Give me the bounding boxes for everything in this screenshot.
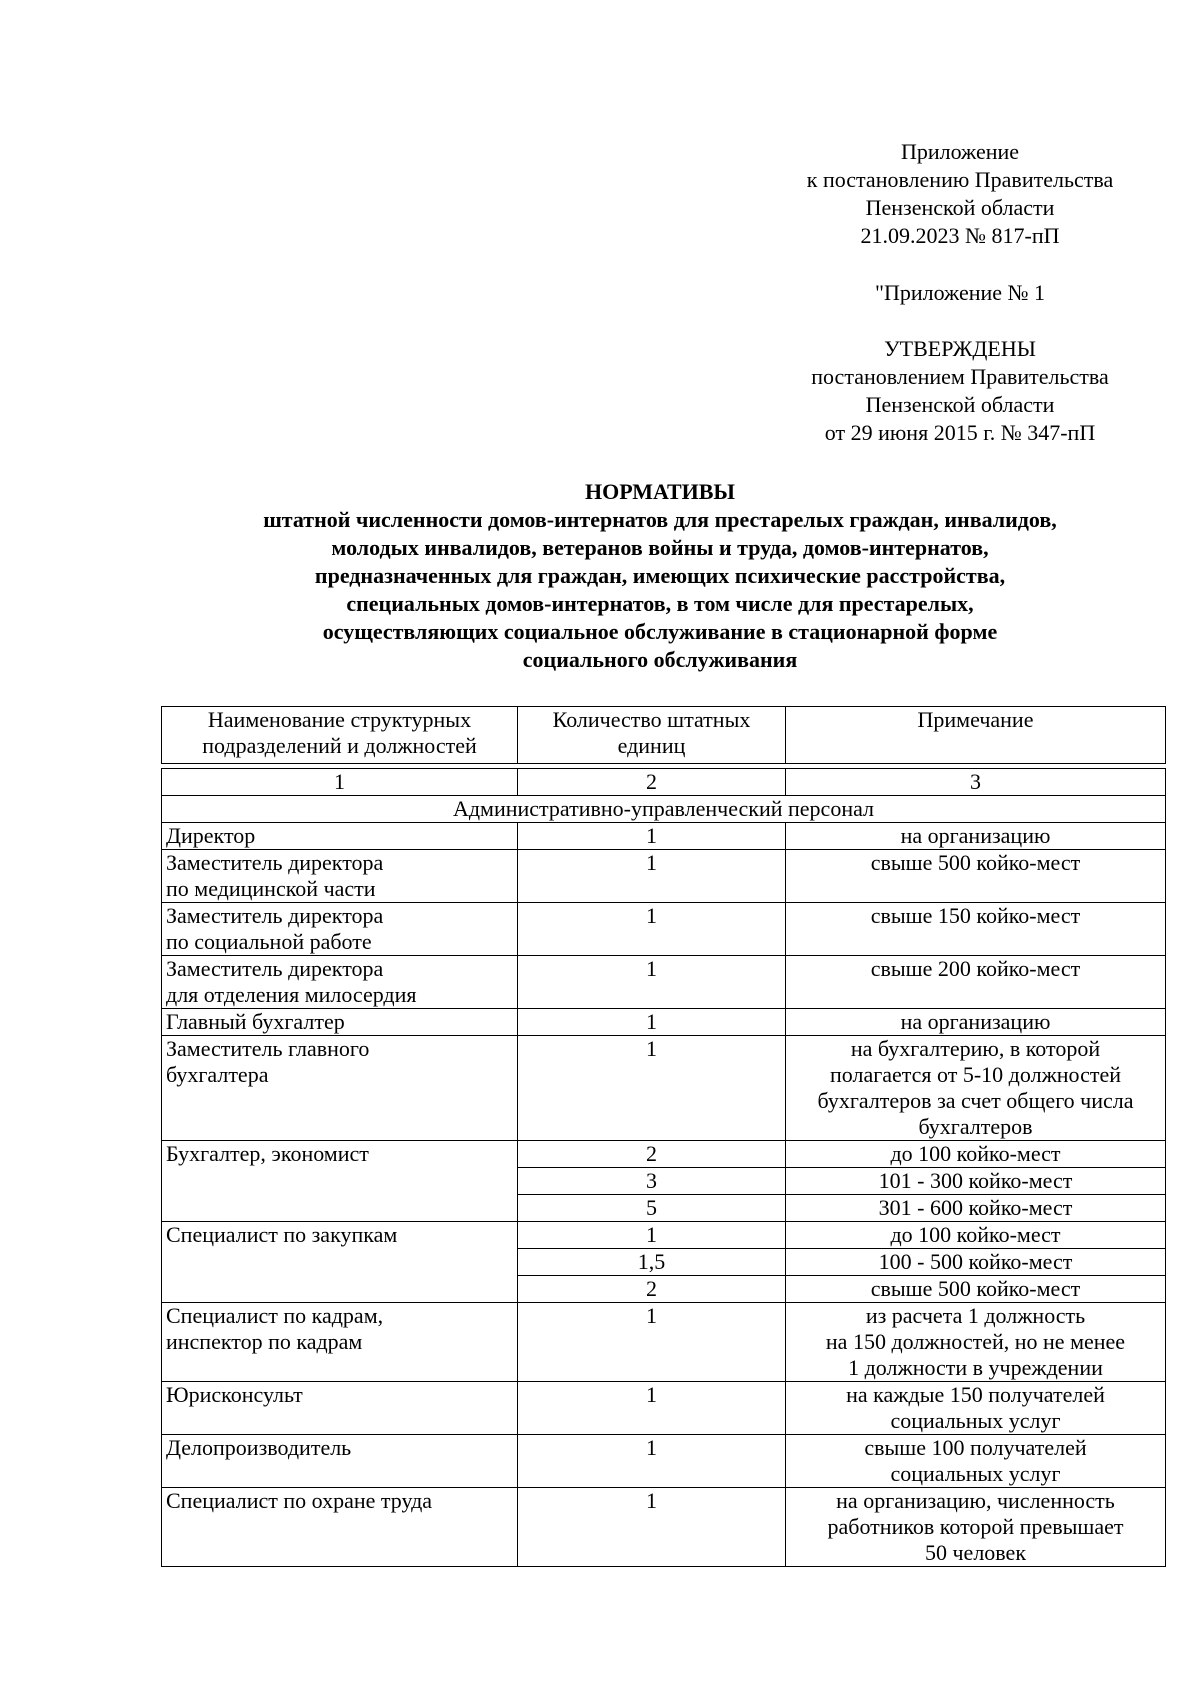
position-cell: Бухгалтер, экономист xyxy=(162,1141,518,1222)
section-row xyxy=(162,796,1166,823)
count-cell: 1 xyxy=(518,903,786,956)
table-row xyxy=(162,1382,1166,1435)
table-row xyxy=(162,1303,1166,1382)
count-cell: 1 xyxy=(518,1222,786,1249)
position-cell: Делопроизводитель xyxy=(162,1435,518,1488)
column-number: 1 xyxy=(162,769,518,796)
note-cell: на организацию, численность работников которой превышает 50 человек xyxy=(786,1488,1166,1567)
table-row xyxy=(162,956,1166,1009)
position-cell: Специалист по охране труда xyxy=(162,1488,518,1567)
count-cell: 5 xyxy=(518,1195,786,1222)
note-cell: на бухгалтерию, в которой полагается от 5-10 должностей бухгалтеров за счет общего числа бухгалтеров xyxy=(786,1036,1166,1141)
note-cell: из расчета 1 должность на 150 должностей, но не менее 1 должности в учреждении xyxy=(786,1303,1166,1382)
count-cell: 1 xyxy=(518,1009,786,1036)
table-row xyxy=(162,1141,1166,1168)
column-header-count: Количество штатных единиц xyxy=(518,707,786,764)
note-cell: свыше 200 койко-мест xyxy=(786,956,1166,1009)
count-cell: 1 xyxy=(518,823,786,850)
position-cell: Заместитель директора по медицинской части xyxy=(162,850,518,903)
title-line: штатной численности домов-интернатов для престарелых граждан, инвалидов, xyxy=(263,507,1057,532)
note-cell: до 100 койко-мест xyxy=(786,1141,1166,1168)
note-cell: на каждые 150 получателей социальных услуг xyxy=(786,1382,1166,1435)
stamp-line: "Приложение № 1 xyxy=(874,280,1046,305)
count-cell: 1 xyxy=(518,1036,786,1141)
table-row xyxy=(162,1036,1166,1141)
stamp-line: Пензенской области xyxy=(865,195,1055,220)
position-cell: Специалист по кадрам, инспектор по кадрам xyxy=(162,1303,518,1382)
stamp-line: Пензенской области xyxy=(865,392,1055,417)
note-cell: свыше 500 койко-мест xyxy=(786,850,1166,903)
column-number: 3 xyxy=(786,769,1166,796)
position-cell: Заместитель директора по социальной работе xyxy=(162,903,518,956)
count-cell: 1 xyxy=(518,1382,786,1435)
title-line: социального обслуживания xyxy=(522,647,798,672)
note-cell: на организацию xyxy=(786,1009,1166,1036)
approval-stamp xyxy=(760,335,1160,447)
column-number-row xyxy=(162,769,1166,796)
note-cell: свыше 100 получателей социальных услуг xyxy=(786,1435,1166,1488)
count-cell: 2 xyxy=(518,1276,786,1303)
table-row xyxy=(162,903,1166,956)
table-row xyxy=(162,823,1166,850)
count-cell: 2 xyxy=(518,1141,786,1168)
table-row xyxy=(162,1009,1166,1036)
count-cell: 1 xyxy=(518,956,786,1009)
note-cell: 301 - 600 койко-мест xyxy=(786,1195,1166,1222)
title-line: специальных домов-интернатов, в том числе для престарелых, xyxy=(346,591,974,616)
stamp-line: 21.09.2023 № 817-пП xyxy=(860,223,1060,248)
stamp-line: Приложение xyxy=(900,139,1020,164)
column-header-note: Примечание xyxy=(786,707,1166,764)
column-number: 2 xyxy=(518,769,786,796)
norms-table xyxy=(161,706,1166,1567)
note-cell: свыше 500 койко-мест xyxy=(786,1276,1166,1303)
count-cell: 1 xyxy=(518,1303,786,1382)
position-cell: Директор xyxy=(162,823,518,850)
table-row xyxy=(162,1222,1166,1249)
note-cell: 100 - 500 койко-мест xyxy=(786,1249,1166,1276)
note-cell: 101 - 300 койко-мест xyxy=(786,1168,1166,1195)
column-header-position: Наименование структурных подразделений и должностей xyxy=(162,707,518,764)
title-line: предназначенных для граждан, имеющих психические расстройства, xyxy=(314,563,1006,588)
attachment-stamp xyxy=(760,138,1160,250)
position-cell: Заместитель директора для отделения милосердия xyxy=(162,956,518,1009)
note-cell: до 100 койко-мест xyxy=(786,1222,1166,1249)
count-cell: 3 xyxy=(518,1168,786,1195)
count-cell: 1 xyxy=(518,850,786,903)
count-cell: 1,5 xyxy=(518,1249,786,1276)
title-heading: НОРМАТИВЫ xyxy=(584,479,736,504)
position-cell: Юрисконсульт xyxy=(162,1382,518,1435)
title-line: молодых инвалидов, ветеранов войны и труда, домов-интернатов, xyxy=(331,535,989,560)
title-line: осуществляющих социальное обслуживание в стационарной форме xyxy=(322,619,998,644)
position-cell: Заместитель главного бухгалтера xyxy=(162,1036,518,1141)
position-cell: Главный бухгалтер xyxy=(162,1009,518,1036)
stamp-line: постановлением Правительства xyxy=(811,364,1109,389)
table-row xyxy=(162,1435,1166,1488)
table-row xyxy=(162,1488,1166,1567)
appendix-reference xyxy=(760,279,1160,307)
document-title xyxy=(150,478,1170,674)
stamp-line: от 29 июня 2015 г. № 347-пП xyxy=(824,420,1096,445)
position-cell: Специалист по закупкам xyxy=(162,1222,518,1303)
table-row xyxy=(162,850,1166,903)
note-cell: на организацию xyxy=(786,823,1166,850)
stamp-line: УТВЕРЖДЕНЫ xyxy=(884,336,1036,361)
note-cell: свыше 150 койко-мест xyxy=(786,903,1166,956)
count-cell: 1 xyxy=(518,1488,786,1567)
count-cell: 1 xyxy=(518,1435,786,1488)
section-title: Административно-управленческий персонал xyxy=(162,796,1166,823)
table-header-row xyxy=(162,707,1166,764)
stamp-line: к постановлению Правительства xyxy=(806,167,1114,192)
